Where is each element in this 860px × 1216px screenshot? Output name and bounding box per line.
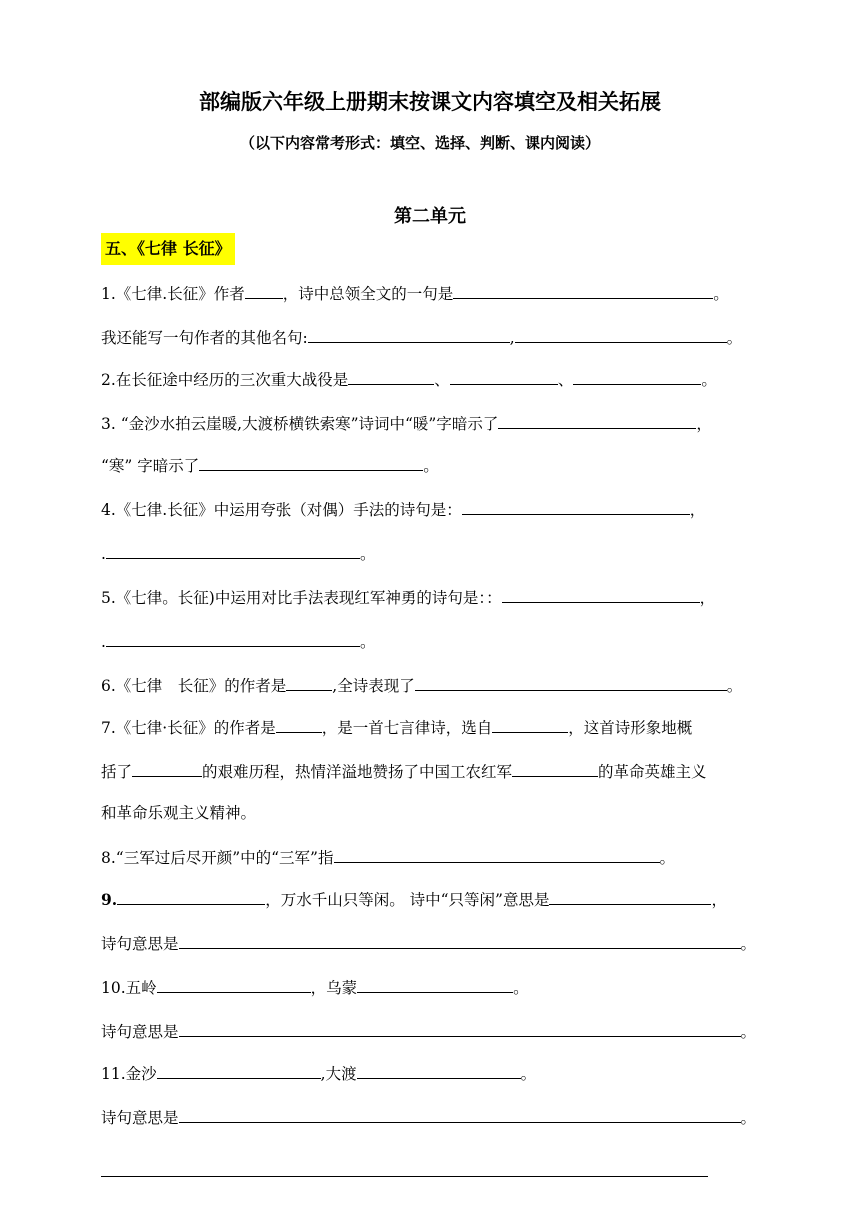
question-text: 8.“三军过后尽开颜”中的“三军”指	[101, 849, 334, 867]
answer-blank[interactable]	[515, 325, 727, 343]
question-7-line-3	[101, 801, 256, 825]
answer-blank[interactable]	[549, 887, 711, 905]
punctuation: 。	[359, 545, 376, 563]
answer-blank[interactable]	[245, 281, 283, 299]
question-6	[101, 673, 742, 698]
question-text: ，这首诗形象地概	[568, 719, 693, 737]
punctuation: ，	[696, 415, 712, 433]
question-text: 诗句意思是	[101, 935, 179, 953]
punctuation: 。	[659, 849, 676, 867]
answer-blank[interactable]	[502, 585, 700, 603]
answer-blank[interactable]	[334, 845, 660, 863]
answer-blank[interactable]	[450, 367, 558, 385]
answer-blank[interactable]	[132, 759, 202, 777]
punctuation: 。	[520, 1065, 537, 1083]
answer-blank[interactable]	[512, 759, 598, 777]
answer-blank[interactable]	[357, 975, 513, 993]
question-text: ,大渡	[320, 1065, 357, 1083]
answer-blank[interactable]	[157, 975, 311, 993]
question-text: 诗句意思是	[101, 1023, 179, 1041]
punctuation: ，	[699, 589, 716, 607]
question-text: 1.《七律.长征》作者	[101, 285, 245, 303]
question-text: 11.金沙	[101, 1065, 157, 1083]
answer-blank[interactable]	[348, 367, 434, 385]
document-subtitle: （以下内容常考形式：填空、选择、判断、课内阅读）	[240, 134, 601, 152]
punctuation: .	[101, 633, 106, 651]
answer-blank[interactable]	[106, 541, 360, 559]
punctuation: 。	[359, 633, 376, 651]
answer-blank[interactable]	[498, 411, 696, 429]
answer-blank[interactable]	[308, 325, 510, 343]
question-7	[101, 715, 692, 740]
question-text: 4.《七律.长征》中运用夸张（对偶）手法的诗句是：	[101, 501, 462, 519]
answer-blank[interactable]	[179, 1105, 741, 1123]
punctuation: 。	[513, 979, 529, 997]
footer-divider	[101, 1176, 708, 1177]
punctuation: 。	[726, 329, 743, 347]
question-text: ，万水千山只等闲。 诗中“只等闲”意思是	[265, 891, 550, 909]
question-2	[101, 367, 717, 392]
section-heading: 五、《七律 长征》	[101, 233, 235, 265]
answer-blank[interactable]	[179, 931, 741, 949]
punctuation: 。	[726, 677, 743, 695]
question-text: 我还能写一句作者的其他名句:	[101, 329, 308, 347]
question-4-continued	[101, 541, 375, 566]
question-text: 5.《七律。长征)中运用对比手法表现红军神勇的诗句是：：	[101, 589, 502, 607]
question-10-meaning	[101, 1019, 756, 1044]
punctuation: 。	[423, 457, 439, 475]
punctuation: 。	[713, 285, 729, 303]
question-number: 9.	[101, 890, 118, 909]
document-title: 部编版六年级上册期末按课文内容填空及相关拓展	[199, 90, 661, 114]
punctuation: 。	[740, 1023, 757, 1041]
question-7-line-2	[101, 759, 707, 784]
unit-heading: 第二单元	[394, 206, 466, 227]
answer-blank[interactable]	[462, 497, 690, 515]
question-text: 2.在长征途中经历的三次重大战役是	[101, 371, 349, 389]
question-text: 3. “金沙水拍云崖暖,大渡桥横铁索寒”诗词中“暖”字暗示了	[101, 415, 499, 433]
answer-blank[interactable]	[286, 673, 332, 691]
question-text: 诗句意思是	[101, 1109, 179, 1127]
question-text: 括了	[101, 763, 133, 781]
question-5	[101, 585, 715, 610]
question-text: ，诗中总领全文的一句是	[282, 285, 454, 303]
question-10	[101, 975, 529, 1000]
answer-blank[interactable]	[453, 281, 713, 299]
question-text: 的艰难历程，热情洋溢地赞扬了中国工农红军	[202, 763, 513, 781]
answer-blank[interactable]	[276, 715, 322, 733]
question-5-continued	[101, 629, 375, 654]
question-9-meaning	[101, 931, 756, 956]
question-text: 和革命乐观主义精神。	[101, 804, 257, 822]
question-text: 6.《七律 长征》的作者是	[101, 677, 287, 695]
punctuation: 、	[434, 371, 450, 389]
question-1-extension	[101, 325, 742, 350]
answer-blank[interactable]	[573, 367, 701, 385]
question-text: 的革命英雄主义	[598, 763, 707, 781]
answer-blank[interactable]	[199, 453, 423, 471]
question-11	[101, 1061, 536, 1086]
answer-blank[interactable]	[415, 673, 727, 691]
question-text: 10.五岭	[101, 979, 157, 997]
question-text: ,全诗表现了	[332, 677, 415, 695]
question-3	[101, 411, 712, 436]
punctuation: 。	[740, 1109, 757, 1127]
answer-blank[interactable]	[117, 887, 265, 905]
punctuation: 、	[557, 371, 574, 389]
question-text: ，乌蒙	[310, 979, 358, 997]
punctuation: 。	[740, 935, 757, 953]
question-9	[101, 887, 727, 912]
question-8	[101, 845, 675, 870]
question-text: “寒” 字暗示了	[101, 457, 200, 475]
answer-blank[interactable]	[106, 629, 360, 647]
question-text: ，是一首七言律诗，选自	[321, 719, 493, 737]
question-3-continued	[101, 453, 439, 478]
punctuation: ,	[509, 329, 515, 347]
punctuation: ，	[689, 501, 706, 519]
question-text: 7.《七律·长征》的作者是	[101, 719, 276, 737]
punctuation: 。	[701, 371, 717, 389]
answer-blank[interactable]	[357, 1061, 521, 1079]
question-11-meaning	[101, 1105, 756, 1130]
question-1	[101, 281, 729, 306]
question-4	[101, 497, 705, 522]
punctuation: ，	[711, 891, 727, 909]
answer-blank[interactable]	[492, 715, 568, 733]
answer-blank[interactable]	[179, 1019, 741, 1037]
answer-blank[interactable]	[157, 1061, 321, 1079]
punctuation: .	[101, 545, 106, 563]
